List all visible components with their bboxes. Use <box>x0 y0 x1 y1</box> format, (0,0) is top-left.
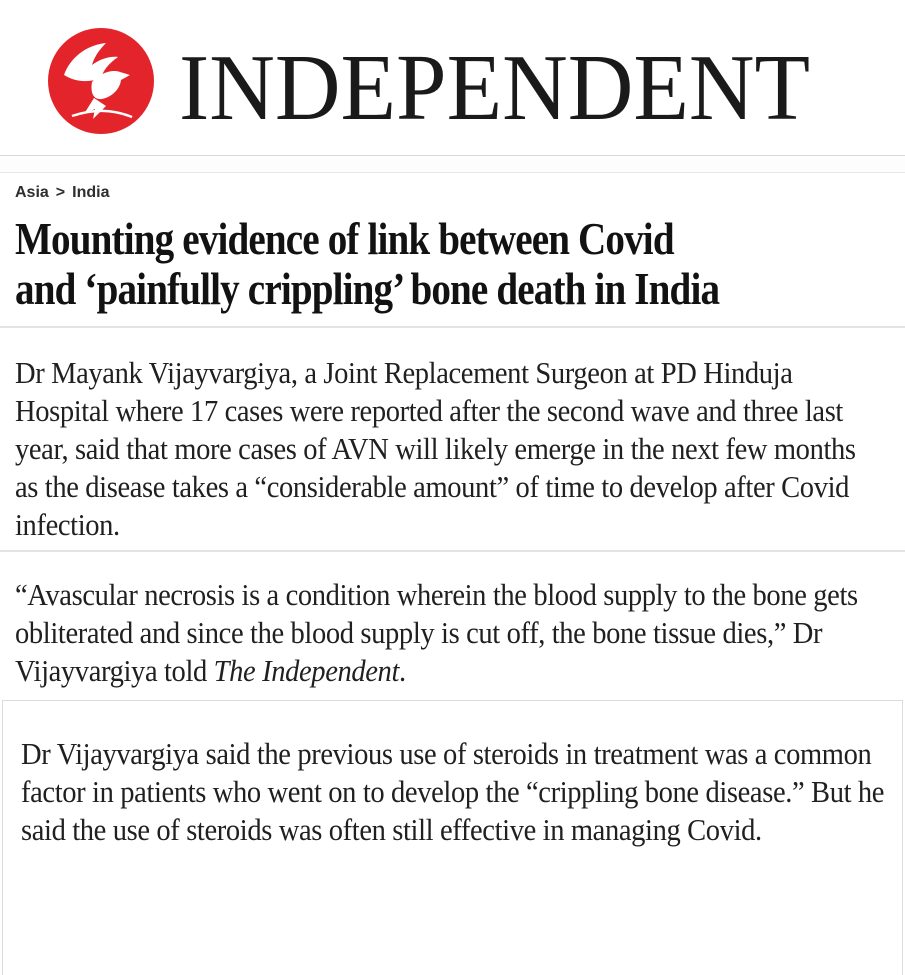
header-subdivider <box>0 156 905 173</box>
quote-text-end: . <box>399 653 406 688</box>
headline-line-2: and ‘painfully crippling’ bone death in India <box>15 263 720 314</box>
paragraph-text <box>15 576 885 690</box>
breadcrumb-link-india[interactable]: India <box>72 184 110 201</box>
masthead-header <box>0 0 905 156</box>
page-title <box>15 214 891 314</box>
eagle-icon <box>48 28 154 134</box>
breadcrumb-separator: > <box>55 184 66 201</box>
svg-text:INDEPENDENT: INDEPENDENT <box>179 40 810 135</box>
publication-name-italic: The Independent <box>213 653 400 688</box>
paragraph-box <box>2 700 903 975</box>
breadcrumb-link-asia[interactable]: Asia <box>15 184 49 201</box>
quote-text: “Avascular necrosis is a condition wherein the blood supply to the bone gets obliterated and since the blood supply is cut off, the bone tissue dies,” Dr Vijayvargiya told <box>15 577 858 688</box>
paragraph-text: Dr Vijayvargiya said the previous use of steroids in treatment was a common factor in patients who went on to develop the “crippling bone disease.” But he said the use of steroids was often still effective in managing Covid. <box>21 736 885 847</box>
article-body <box>0 328 905 975</box>
paragraph-text: Dr Mayank Vijayvargiya, a Joint Replacement Surgeon at PD Hinduja Hospital where 17 cases were reported after the second wave and three last year, said that more cases of AVN will likely emerge in the next few months as the disease takes a “considerable amount” of time to develop after Covid infection. <box>15 355 856 542</box>
masthead-wordmark <box>179 40 819 140</box>
independent-logo[interactable] <box>0 0 860 150</box>
paragraph <box>0 328 905 550</box>
headline-line-1: Mounting evidence of link between Covid <box>15 213 674 264</box>
paragraph <box>0 552 905 700</box>
breadcrumb <box>0 173 905 202</box>
